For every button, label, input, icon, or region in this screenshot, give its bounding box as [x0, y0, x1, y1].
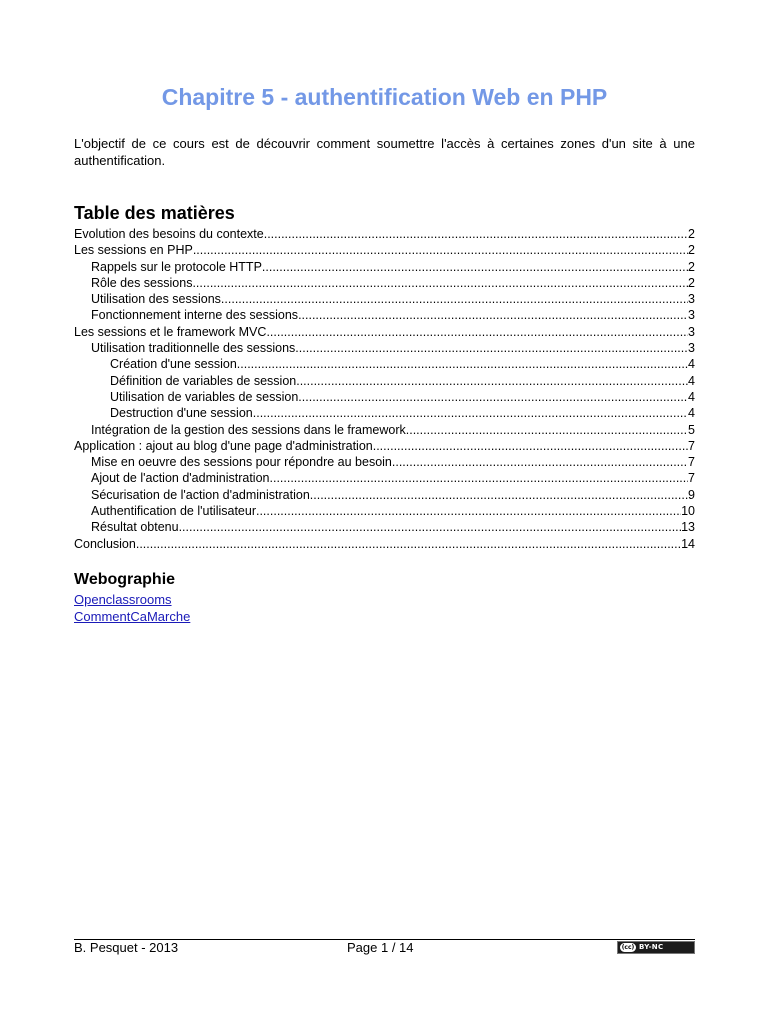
toc-entry-title: Les sessions en PHP — [74, 243, 193, 258]
toc-entry[interactable] — [74, 324, 695, 340]
toc-entry-title: Ajout de l'action d'administration — [91, 471, 270, 486]
toc-entry[interactable] — [74, 242, 695, 258]
toc-entry[interactable] — [74, 470, 695, 486]
toc-entry-page: 3 — [688, 308, 695, 323]
page-footer — [74, 939, 695, 962]
toc-entry-page: 7 — [688, 455, 695, 470]
toc-entry-page: 4 — [688, 373, 695, 388]
toc-dot-leader — [406, 422, 688, 438]
toc-entry[interactable] — [74, 422, 695, 438]
toc-entry[interactable] — [74, 389, 695, 405]
toc-entry[interactable] — [74, 536, 695, 552]
toc-dot-leader — [295, 340, 688, 356]
toc-entry[interactable] — [74, 405, 695, 421]
toc-entry-page: 7 — [688, 471, 695, 486]
toc-entry-page: 14 — [681, 536, 695, 551]
toc-entry-page: 3 — [688, 292, 695, 307]
toc-entry-title: Rôle des sessions — [91, 275, 193, 290]
webographie-links — [74, 591, 190, 625]
intro-paragraph: L'objectif de ce cours est de découvrir comment soumettre l'accès à certaines zones d'un site à une authentification. — [74, 136, 695, 168]
toc-entry-title: Fonctionnement interne des sessions — [91, 308, 299, 323]
toc-entry-page: 9 — [688, 487, 695, 502]
toc-entry-title: Intégration de la gestion des sessions dans le framework — [91, 422, 406, 437]
toc-entry-page: 4 — [688, 357, 695, 372]
toc-entry-title: Création d'une session — [110, 357, 237, 372]
toc-dot-leader — [192, 275, 688, 291]
toc-entry-title: Les sessions et le framework MVC — [74, 324, 267, 339]
toc-dot-leader — [310, 487, 688, 503]
toc-entry-title: Sécurisation de l'action d'administration — [91, 487, 310, 502]
toc-entry-title: Utilisation traditionnelle des sessions — [91, 341, 296, 356]
toc-dot-leader — [392, 454, 688, 470]
toc-entry-title: Destruction d'une session — [110, 406, 253, 421]
toc-dot-leader — [298, 389, 688, 405]
toc-entry-page: 4 — [688, 406, 695, 421]
toc-entry-title: Mise en oeuvre des sessions pour répondre au besoin — [91, 455, 392, 470]
toc-entry-page: 2 — [688, 227, 695, 241]
toc-dot-leader — [266, 324, 688, 340]
toc-entry-page: 2 — [688, 275, 695, 290]
toc-dot-leader — [221, 291, 688, 307]
toc-entry-page: 10 — [681, 504, 695, 519]
toc-heading: Table des matières — [74, 203, 235, 223]
toc-entry-title: Authentification de l'utilisateur — [91, 504, 256, 519]
toc-dot-leader — [373, 438, 688, 454]
toc-dot-leader — [296, 373, 688, 389]
toc-entry-page: 13 — [681, 520, 695, 535]
table-of-contents — [74, 226, 695, 552]
toc-entry-page: 5 — [688, 422, 695, 437]
toc-entry-title: Application : ajout au blog d'une page d'administration — [74, 438, 373, 453]
toc-entry[interactable] — [74, 438, 695, 454]
toc-entry-title: Utilisation des sessions — [91, 292, 221, 307]
footer-author: B. Pesquet - 2013 — [74, 940, 179, 955]
toc-entry[interactable] — [74, 275, 695, 291]
toc-entry-page: 3 — [688, 324, 695, 339]
toc-dot-leader — [264, 226, 688, 242]
toc-entry[interactable] — [74, 307, 695, 323]
toc-dot-leader — [253, 405, 688, 421]
cc-license-label: BY-NC — [639, 943, 664, 951]
toc-dot-leader — [270, 470, 689, 486]
link-commentcamarche[interactable]: CommentCaMarche — [74, 609, 191, 624]
toc-entry-page: 4 — [688, 389, 695, 404]
toc-dot-leader — [193, 242, 688, 258]
toc-entry-page: 2 — [688, 243, 695, 258]
toc-entry[interactable] — [74, 373, 695, 389]
toc-entry[interactable] — [74, 503, 695, 519]
toc-entry[interactable] — [74, 259, 695, 275]
toc-entry[interactable] — [74, 291, 695, 307]
toc-entry-title: Rappels sur le protocole HTTP — [91, 259, 262, 274]
footer-page-number: Page 1 / 14 — [347, 940, 414, 955]
document-title: Chapitre 5 - authentification Web en PHP — [161, 84, 608, 110]
toc-dot-leader — [237, 356, 688, 372]
toc-dot-leader — [256, 503, 681, 519]
toc-entry-title: Résultat obtenu — [91, 520, 179, 535]
toc-entry[interactable] — [74, 519, 695, 535]
cc-license-badge — [617, 941, 695, 954]
toc-entry[interactable] — [74, 226, 695, 242]
toc-entry-title: Définition de variables de session — [110, 373, 297, 388]
toc-entry-page: 2 — [688, 259, 695, 274]
document-page — [74, 0, 695, 1024]
toc-entry[interactable] — [74, 340, 695, 356]
toc-dot-leader — [262, 259, 688, 275]
link-openclassrooms[interactable]: Openclassrooms — [74, 592, 172, 607]
toc-dot-leader — [179, 519, 682, 535]
toc-entry-title: Utilisation de variables de session — [110, 389, 299, 404]
toc-entry[interactable] — [74, 487, 695, 503]
toc-entry-title: Evolution des besoins du contexte — [74, 227, 264, 241]
cc-logo-icon: (cc) — [621, 944, 635, 951]
toc-entry[interactable] — [74, 454, 695, 470]
webographie-heading: Webographie — [74, 571, 176, 588]
toc-entry-page: 7 — [688, 438, 695, 453]
toc-dot-leader — [298, 307, 688, 323]
toc-entry[interactable] — [74, 356, 695, 372]
toc-entry-page: 3 — [688, 341, 695, 356]
toc-entry-title: Conclusion — [74, 536, 136, 551]
toc-dot-leader — [136, 536, 681, 552]
